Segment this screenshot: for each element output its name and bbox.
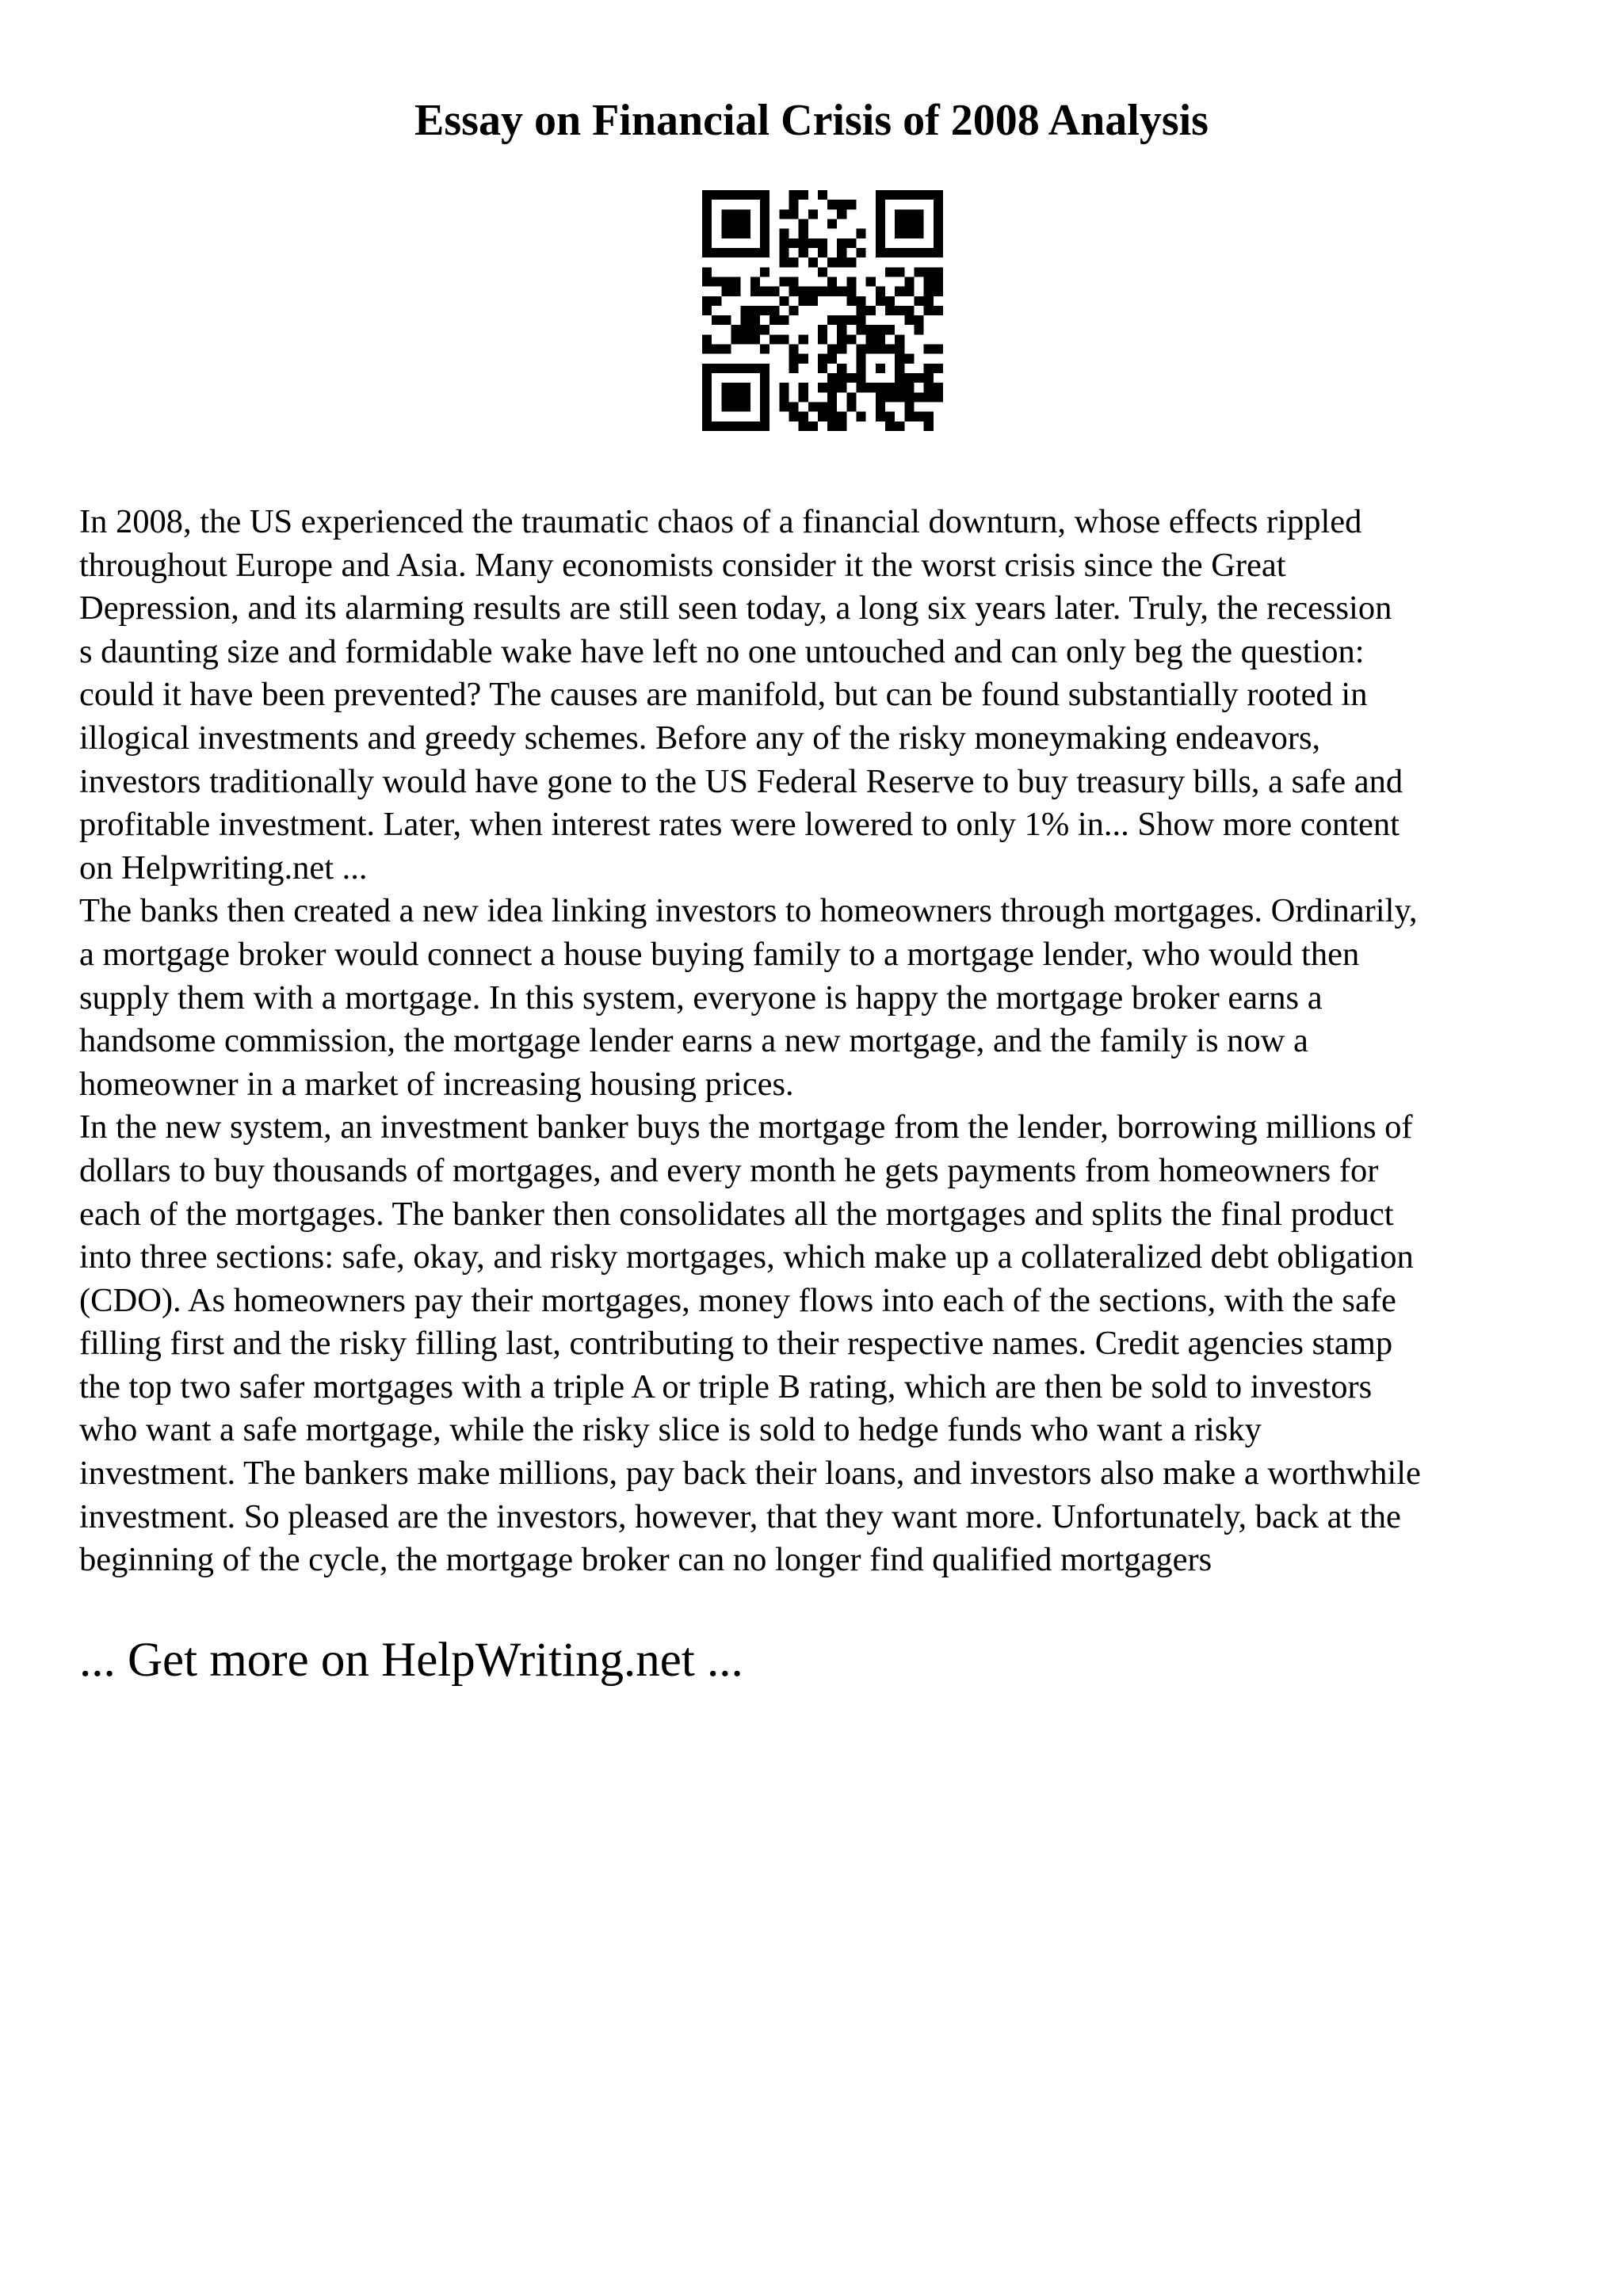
qr-code-graphic xyxy=(702,190,943,431)
paragraph-line: investors traditionally would have gone to the US Federal Reserve to buy treasury bills, a safe and xyxy=(79,762,1403,800)
paragraph-line: the top two safer mortgages with a triple A or triple B rating, which are then be sold to investors xyxy=(79,1367,1373,1405)
qr-code-icon xyxy=(702,190,943,431)
paragraph-line: beginning of the cycle, the mortgage broker can no longer find qualified mortgagers xyxy=(79,1541,1212,1579)
paragraph-line: filling first and the risky filling last, contributing to their respective names. Credit agencies stamp xyxy=(79,1325,1393,1363)
paragraph-line: In 2008, the US experienced the traumatic chaos of a financial downturn, whose effects rippled xyxy=(79,503,1362,540)
paragraph-line: throughout Europe and Asia. Many economists consider it the worst crisis since the Great xyxy=(79,546,1286,584)
paragraph-line: illogical investments and greedy schemes. Before any of the risky moneymaking endeavors, xyxy=(79,719,1321,757)
paragraph-line: on Helpwriting.net ... xyxy=(79,849,368,887)
essay-body xyxy=(79,501,1569,1582)
essay-paragraph-2 xyxy=(79,890,1569,1106)
paragraph-line: investment. So pleased are the investors, however, that they want more. Unfortunately, back at the xyxy=(79,1497,1401,1535)
paragraph-line: profitable investment. Later, when interest rates were lowered to only 1% in... Show more content xyxy=(79,806,1400,844)
paragraph-line: handsome commission, the mortgage lender earns a new mortgage, and the family is now a xyxy=(79,1022,1308,1060)
paragraph-line: The banks then created a new idea linking investors to homeowners through mortgages. Ordinarily, xyxy=(79,892,1418,930)
paragraph-line: s daunting size and formidable wake have left no one untouched and can only beg the question: xyxy=(79,632,1365,670)
paragraph-line: each of the mortgages. The banker then consolidates all the mortgages and splits the final product xyxy=(79,1195,1394,1233)
paragraph-line: could it have been prevented? The causes are manifold, but can be found substantially rooted in xyxy=(79,676,1368,714)
essay-paragraph-1 xyxy=(79,501,1569,890)
paragraph-line: into three sections: safe, okay, and risky mortgages, which make up a collateralized debt obligation xyxy=(79,1238,1414,1276)
essay-paragraph-3 xyxy=(79,1106,1569,1582)
paragraph-line: dollars to buy thousands of mortgages, and every month he gets payments from homeowners for xyxy=(79,1151,1379,1189)
paragraph-line: homeowner in a market of increasing housing prices. xyxy=(79,1065,794,1103)
paragraph-line: In the new system, an investment banker buys the mortgage from the lender, borrowing millions of xyxy=(79,1108,1413,1146)
paragraph-line: a mortgage broker would connect a house buying family to a mortgage lender, who would then xyxy=(79,935,1360,973)
get-more-link[interactable]: ... Get more on HelpWriting.net ... xyxy=(79,1634,743,1687)
paragraph-line: (CDO). As homeowners pay their mortgages, money flows into each of the sections, with the safe xyxy=(79,1281,1396,1319)
paragraph-line: Depression, and its alarming results are still seen today, a long six years later. Truly, the recession xyxy=(79,589,1392,627)
paragraph-line: who want a safe mortgage, while the risky slice is sold to hedge funds who want a risky xyxy=(79,1411,1262,1449)
paragraph-line: investment. The bankers make millions, pay back their loans, and investors also make a worthwhile xyxy=(79,1455,1421,1493)
paragraph-line: supply them with a mortgage. In this system, everyone is happy the mortgage broker earns a xyxy=(79,978,1323,1016)
page-title: Essay on Financial Crisis of 2008 Analysis xyxy=(414,96,1209,145)
